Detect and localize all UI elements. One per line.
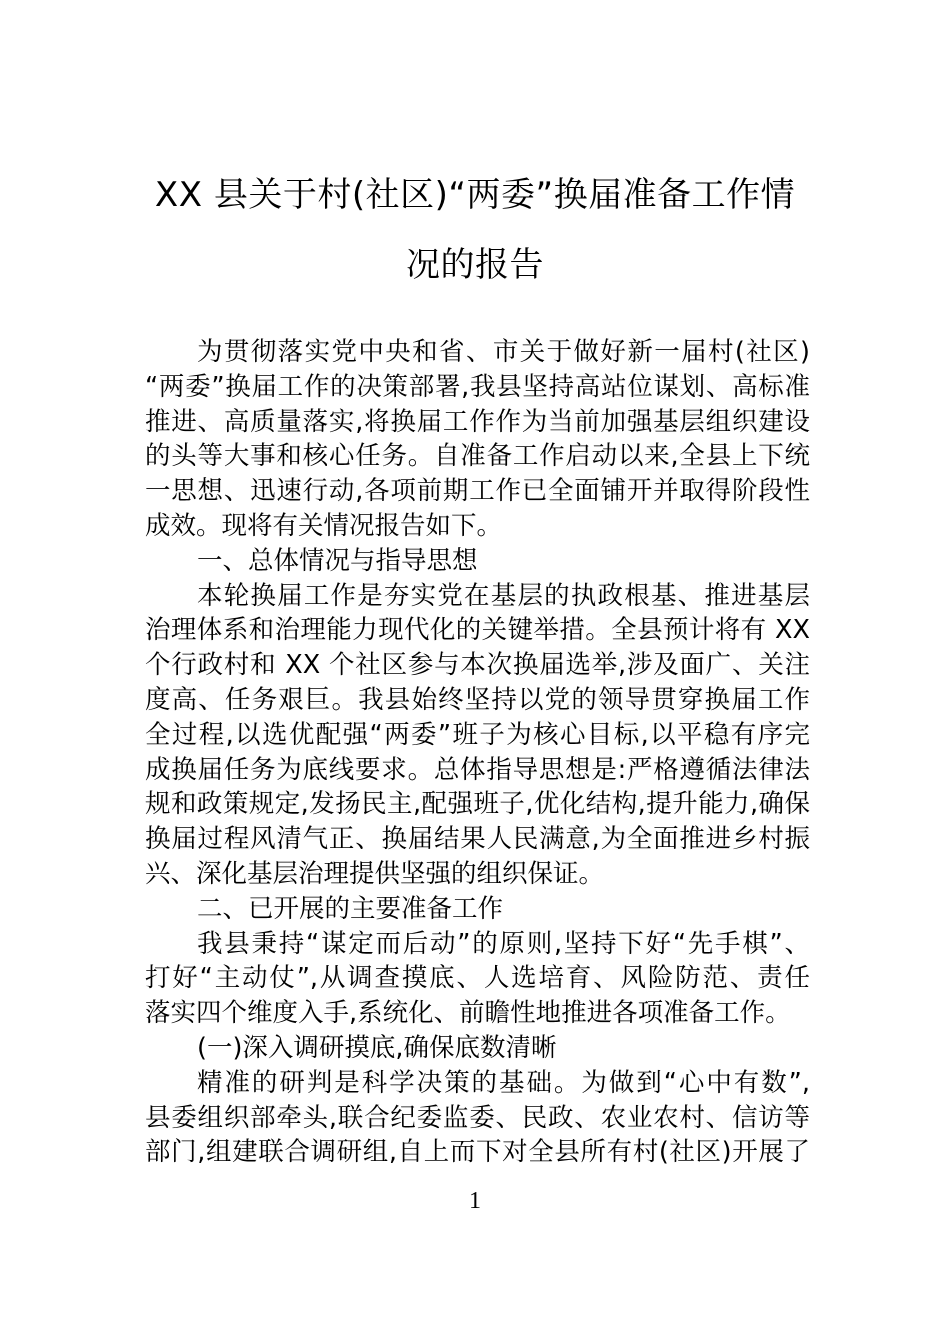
text-line: 为贯彻落实党中央和省、市关于做好新一届村(社区) <box>197 337 810 367</box>
text-line: 我县秉持“谋定而后动”的原则,坚持下好“先手棋”、 <box>197 928 810 959</box>
text-line: 一思想、迅速行动,各项前期工作已全面铺开并取得阶段性 <box>145 476 810 507</box>
text-line: 规和政策规定,发扬民主,配强班子,优化结构,提升能力,确保 <box>145 789 810 820</box>
text-line: 换届过程风清气正、换届结果人民满意,为全面推进乡村振 <box>145 824 810 855</box>
text-line: 部门,组建联合调研组,自上而下对全县所有村(社区)开展了 <box>145 1137 810 1168</box>
page-number: 1 <box>469 1188 481 1214</box>
text-line: 精准的研判是科学决策的基础。为做到“心中有数”, <box>197 1067 810 1098</box>
title-line: 况的报告 <box>406 245 544 285</box>
text-line: 的头等大事和核心任务。自准备工作启动以来,全县上下统 <box>145 441 810 472</box>
text-line: 县委组织部牵头,联合纪委监委、民政、农业农村、信访等 <box>145 1102 810 1133</box>
document-body <box>145 335 810 1170</box>
section-heading <box>145 1031 810 1066</box>
text-line: 本轮换届工作是夯实党在基层的执政根基、推进基层 <box>197 580 810 611</box>
text-line: 度高、任务艰巨。我县始终坚持以党的领导贯穿换届工作 <box>145 684 810 715</box>
document-title <box>0 160 950 300</box>
text-line: 二、已开展的主要准备工作 <box>197 893 504 924</box>
text-line: 成换届任务为底线要求。总体指导思想是:严格遵循法律法 <box>145 754 810 785</box>
section-heading <box>145 544 810 579</box>
paragraph <box>145 579 810 892</box>
text-line: 推进、高质量落实,将换届工作作为当前加强基层组织建设 <box>145 406 810 437</box>
text-line: “两委”换届工作的决策部署,我县坚持高站位谋划、高标准 <box>145 371 810 402</box>
text-line: (一)深入调研摸底,确保底数清晰 <box>197 1032 557 1063</box>
paragraph <box>145 927 810 1031</box>
text-line: 兴、深化基层治理提供坚强的组织保证。 <box>145 858 605 889</box>
text-line: 个行政村和 XX 个社区参与本次换届选举,涉及面广、关注 <box>145 650 810 681</box>
title-line: XX 县关于村(社区)“两委”换届准备工作情 <box>154 175 796 215</box>
paragraph <box>145 1066 810 1170</box>
text-line: 一、总体情况与指导思想 <box>197 545 478 576</box>
text-line: 治理体系和治理能力现代化的关键举措。全县预计将有 XX <box>145 615 810 646</box>
paragraph <box>145 335 810 544</box>
text-line: 全过程,以选优配强“两委”班子为核心目标,以平稳有序完 <box>145 719 810 750</box>
text-line: 成效。现将有关情况报告如下。 <box>145 510 503 541</box>
text-line: 打好“主动仗”,从调查摸底、人选培育、风险防范、责任 <box>145 963 810 994</box>
text-line: 落实四个维度入手,系统化、前瞻性地推进各项准备工作。 <box>145 998 791 1029</box>
section-heading <box>145 892 810 927</box>
